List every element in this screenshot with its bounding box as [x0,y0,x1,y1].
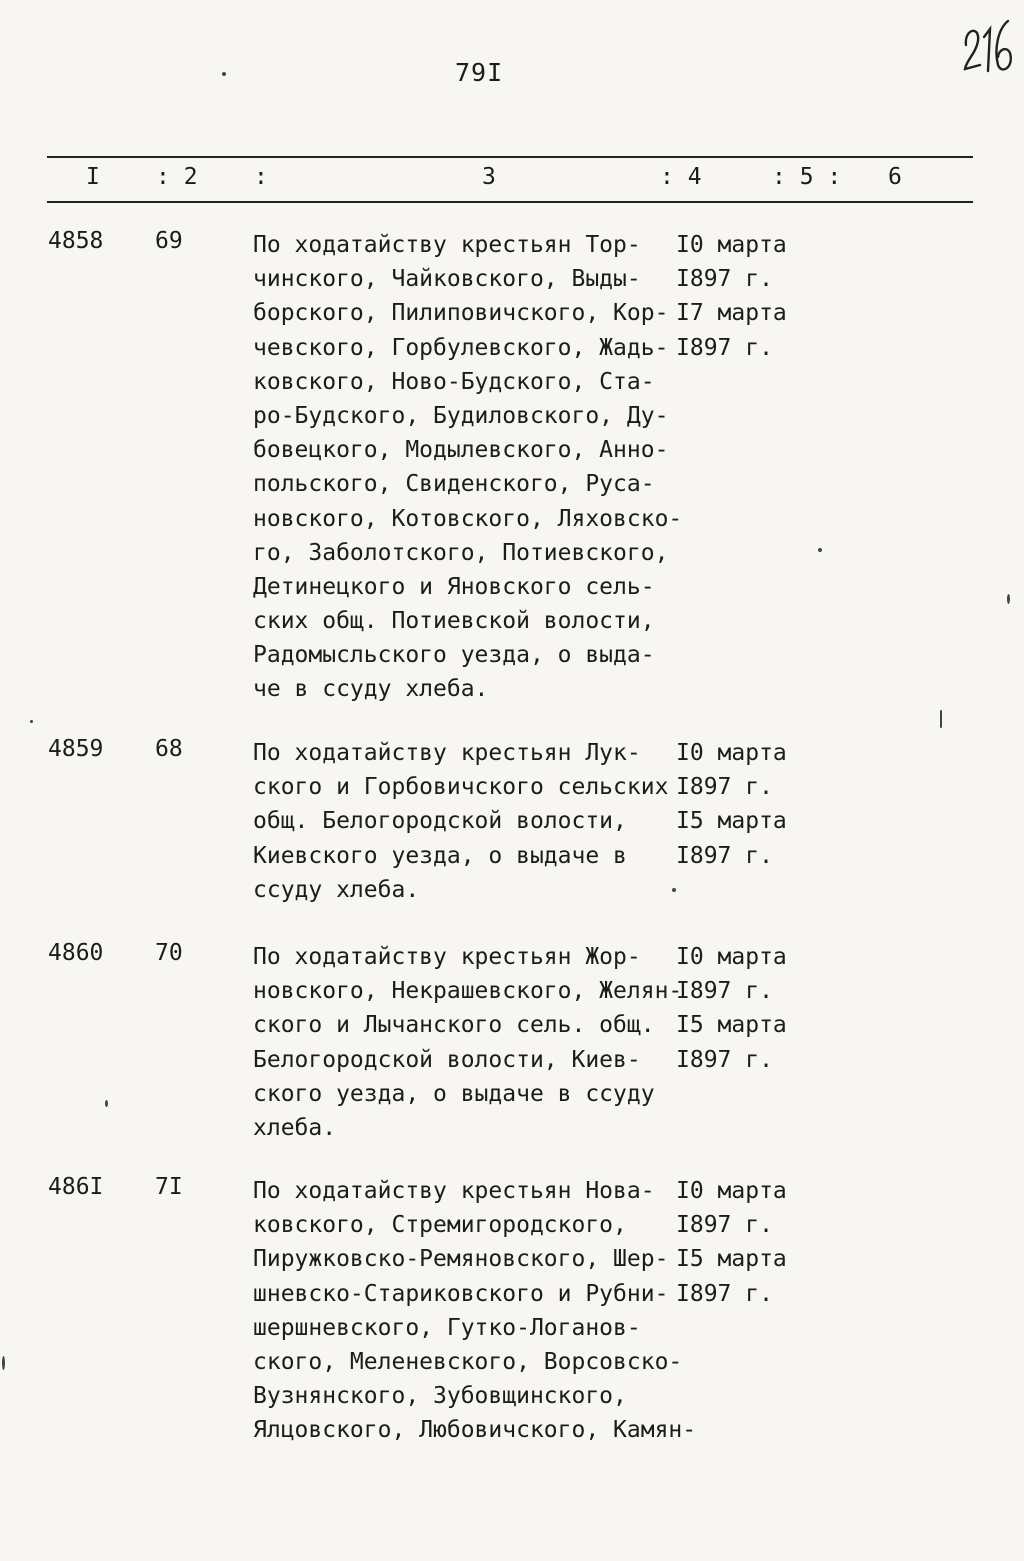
entry-description [253,228,682,707]
date-line: I897 г. [676,1280,773,1307]
description-line: По ходатайству крестьян Тор- [253,232,641,258]
description-line: ского уезда, о выдаче в ссуду [253,1080,655,1107]
entry-number: 486I [48,1174,104,1200]
description-line: польского, Свиденского, Руса- [253,471,655,498]
date-line: I897 г. [676,978,773,1005]
date-line: I5 марта [676,1012,787,1039]
description-line: чевского, Горбулевского, Жадь- [253,334,669,361]
date-line: I5 марта [676,1246,787,1273]
item-number: 68 [155,736,183,762]
entry-dates [676,1174,787,1311]
description-line: ссуду хлеба. [253,876,420,903]
scan-speck [672,888,676,892]
date-line: I5 марта [676,808,787,835]
scan-speck [105,1100,108,1107]
description-line: ских общ. Потиевской волости, [253,608,655,635]
item-number: 69 [155,228,183,254]
description-line: Киевского уезда, о выдаче в [253,842,627,869]
header-col-1: I [86,164,100,190]
scan-speck [940,710,942,728]
header-col-2: : 2 [156,164,198,190]
header-col-5: : 5 : [772,164,842,190]
description-line: бовецкого, Модылевского, Анно- [253,437,669,464]
entry-description [253,1174,696,1448]
date-line: I7 марта [676,300,787,327]
description-line: новского, Некрашевского, Желян- [253,978,683,1005]
date-line: I897 г. [676,1046,773,1073]
description-line: По ходатайству крестьян Жор- [253,944,641,970]
header-col-3: 3 [482,164,496,190]
description-line: ского и Лычанского сель. общ. [253,1012,655,1039]
date-line: I0 марта [676,944,787,970]
description-line: ро-Будского, Будиловского, Ду- [253,402,669,429]
description-line: По ходатайству крестьян Лук- [253,740,641,766]
description-line: чинского, Чайковского, Выды- [253,266,641,293]
description-line: ковского, Стремигородского, [253,1212,627,1239]
description-line: борского, Пилиповичского, Кор- [253,300,669,327]
table-rule-bottom [47,201,973,203]
header-col-6: 6 [888,164,902,190]
entry-dates [676,228,787,365]
description-line: Радомысльского уезда, о выда- [253,642,655,669]
description-line: Белогородской волости, Киев- [253,1046,641,1073]
date-line: I897 г. [676,774,773,801]
description-line: шневско-Стариковского и Рубни- [253,1280,669,1307]
description-line: общ. Белогородской волости, [253,808,627,835]
handwritten-folio-number [960,15,1018,77]
description-line: че в ссуду хлеба. [253,676,489,703]
description-line: хлеба. [253,1114,337,1141]
entry-number: 4860 [48,940,104,966]
header-separator: : [254,164,268,190]
date-line: I897 г. [676,266,773,293]
date-line: I0 марта [676,740,787,766]
description-line: ковского, Ново-Будского, Ста- [253,368,655,395]
table-rule-top [47,156,973,158]
scan-speck [2,1356,5,1370]
entry-dates [676,940,787,1077]
date-line: I0 марта [676,1178,787,1204]
item-number: 70 [155,940,183,966]
header-col-4: : 4 [660,164,702,190]
description-line: По ходатайству крестьян Нова- [253,1178,655,1204]
entry-description [253,940,682,1145]
date-line: I897 г. [676,1212,773,1239]
date-line: I897 г. [676,334,773,361]
item-number: 7I [155,1174,183,1200]
scan-speck [30,720,33,723]
date-line: I0 марта [676,232,787,258]
description-line: шершневского, Гутко-Логанов- [253,1314,641,1341]
scan-speck [222,72,226,76]
description-line: Детинецкого и Яновского сель- [253,573,655,600]
entry-dates [676,736,787,873]
scan-speck [1007,594,1010,604]
date-line: I897 г. [676,842,773,869]
entry-number: 4858 [48,228,104,254]
description-line: ского, Меленевского, Ворсовско- [253,1348,683,1375]
page-number: 79I [455,58,504,87]
description-line: го, Заболотского, Потиевского, [253,539,669,566]
description-line: Ялцовского, Любовичского, Камян- [253,1417,697,1444]
description-line: Вузнянского, Зубовщинского, [253,1383,627,1410]
scan-speck [818,548,822,552]
entry-description [253,736,668,907]
description-line: Пиружковско-Ремяновского, Шер- [253,1246,669,1273]
description-line: ского и Горбовичского сельских [253,774,669,801]
entry-number: 4859 [48,736,104,762]
description-line: новского, Котовского, Ляховско- [253,505,683,532]
